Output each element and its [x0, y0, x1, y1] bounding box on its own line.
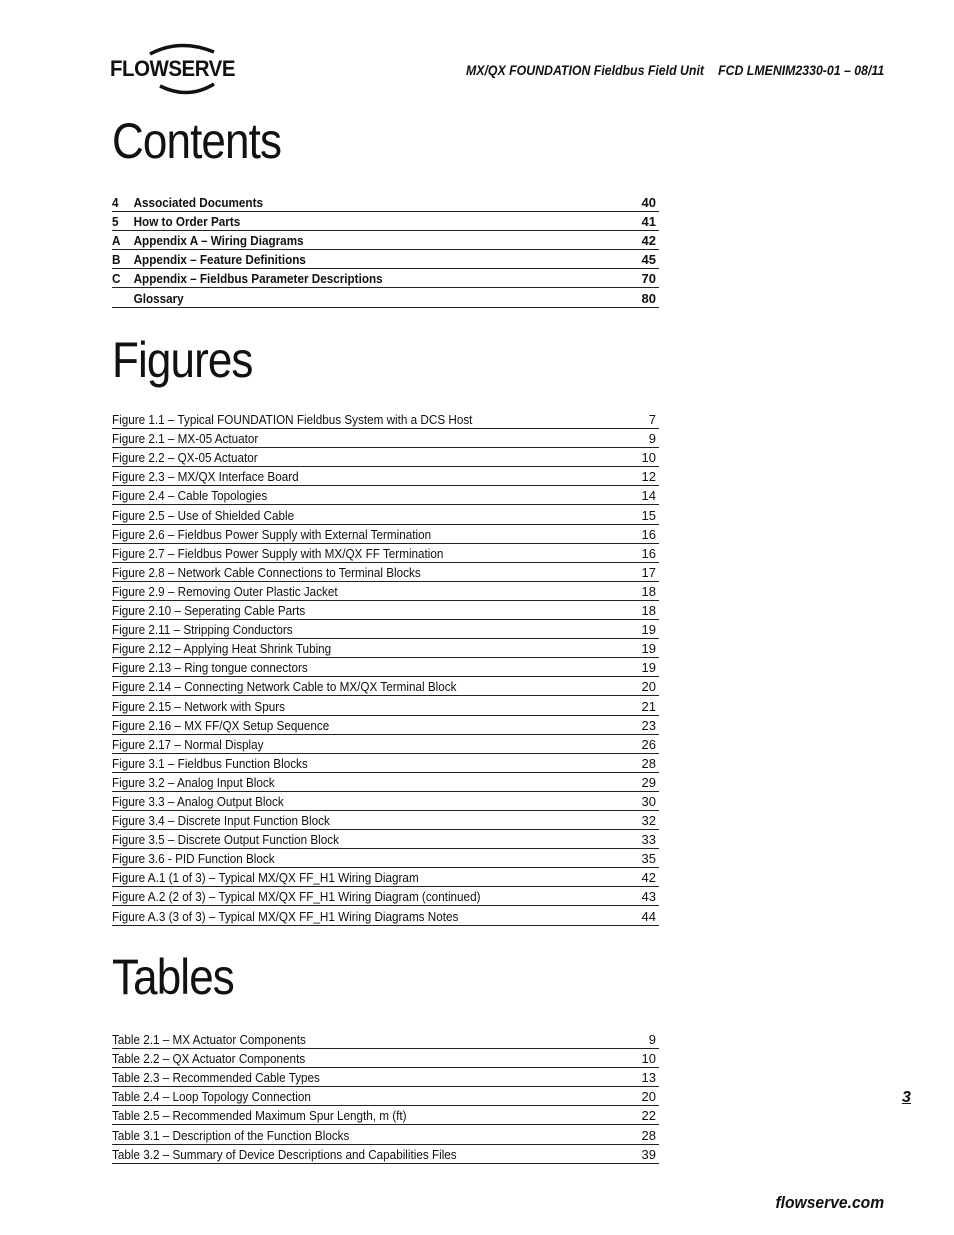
entry-label: Figure 2.2 – QX-05 Actuator	[112, 451, 258, 466]
entry-label: Figure 2.6 – Fieldbus Power Supply with External Termination	[112, 527, 432, 542]
entry-label: Table 2.5 – Recommended Maximum Spur Length, m (ft)	[112, 1109, 407, 1124]
entry-page-number: 18	[641, 603, 656, 619]
entry-label	[112, 253, 568, 267]
entry-page-number: 40	[641, 195, 656, 211]
entry-label: Figure 3.1 – Fieldbus Function Blocks	[112, 756, 308, 771]
entry-page-number: 20	[641, 679, 656, 695]
entry-page-number: 29	[641, 774, 656, 790]
entry-page-number: 16	[641, 526, 656, 542]
contents-entry[interactable]	[112, 250, 659, 269]
figures-entry[interactable]	[112, 887, 659, 906]
entry-page-number: 39	[641, 1146, 656, 1162]
entry-label: Table 3.1 – Description of the Function Blocks	[112, 1128, 350, 1143]
contents-entry[interactable]	[112, 288, 659, 307]
figures-entry[interactable]	[112, 773, 659, 792]
entry-label: Figure 2.8 – Network Cable Connections to Terminal Blocks	[112, 565, 421, 580]
figures-entry[interactable]	[112, 811, 659, 830]
figures-entry[interactable]	[112, 429, 659, 448]
entry-label	[112, 272, 568, 286]
entry-label: Figure 2.14 – Connecting Network Cable to MX/QX Terminal Block	[112, 680, 457, 695]
contents-entry[interactable]	[112, 231, 659, 250]
figures-entry[interactable]	[112, 544, 659, 563]
entry-page-number: 21	[641, 698, 656, 714]
tables-entry[interactable]	[112, 1049, 659, 1068]
entry-label: Figure 3.2 – Analog Input Block	[112, 775, 275, 790]
figures-entry[interactable]	[112, 906, 659, 925]
entry-label	[112, 215, 568, 229]
footer-url[interactable]: flowserve.com	[775, 1193, 884, 1212]
entry-label: Table 2.2 – QX Actuator Components	[112, 1052, 306, 1067]
entry-page-number: 28	[641, 755, 656, 771]
entry-number: 4	[112, 196, 119, 211]
tables-entry[interactable]	[112, 1030, 659, 1049]
entry-label: Figure 2.1 – MX-05 Actuator	[112, 432, 259, 447]
figures-entry[interactable]	[112, 868, 659, 887]
entry-label: Figure A.1 (1 of 3) – Typical MX/QX FF_H1 Wiring Diagram	[112, 871, 419, 886]
document-title: MX/QX FOUNDATION Fieldbus Field Unit	[465, 62, 704, 78]
tables-entry[interactable]	[112, 1125, 659, 1144]
entry-label: Figure A.3 (3 of 3) – Typical MX/QX FF_H1 Wiring Diagrams Notes	[112, 909, 459, 924]
entry-label: Figure 2.10 – Seperating Cable Parts	[112, 604, 306, 619]
entry-title: Appendix – Fieldbus Parameter Descriptions	[133, 272, 383, 287]
contents-entry[interactable]	[112, 193, 659, 212]
entry-page-number: 23	[641, 717, 656, 733]
entry-page-number: 32	[641, 813, 656, 829]
entry-page-number: 17	[641, 564, 656, 580]
entry-page-number: 41	[641, 214, 656, 230]
figures-entry[interactable]	[112, 792, 659, 811]
entry-label: Figure 3.4 – Discrete Input Function Block	[112, 814, 330, 829]
entry-label	[112, 292, 568, 306]
entry-page-number: 43	[641, 889, 656, 905]
figures-entry[interactable]	[112, 601, 659, 620]
figures-entry[interactable]	[112, 582, 659, 601]
contents-list	[112, 193, 659, 308]
entry-title: Associated Documents	[133, 196, 263, 211]
contents-heading: Contents	[112, 113, 282, 169]
document-header	[466, 62, 884, 78]
entry-page-number: 10	[641, 450, 656, 466]
figures-entry[interactable]	[112, 525, 659, 544]
entry-page-number: 19	[641, 622, 656, 638]
entry-label: Figure 2.13 – Ring tongue connectors	[112, 661, 308, 676]
entry-number: 5	[112, 215, 119, 230]
entry-label: Figure 2.4 – Cable Topologies	[112, 489, 268, 504]
entry-page-number: 13	[641, 1070, 656, 1086]
entry-label: Figure 1.1 – Typical FOUNDATION Fieldbus System with a DCS Host	[112, 413, 473, 428]
entry-label: Figure 3.6 - PID Function Block	[112, 852, 275, 867]
contents-entry[interactable]	[112, 212, 659, 231]
entry-page-number: 30	[641, 793, 656, 809]
entry-label: Figure 3.5 – Discrete Output Function Block	[112, 833, 339, 848]
figures-entry[interactable]	[112, 486, 659, 505]
figures-heading: Figures	[112, 332, 253, 388]
entry-label: Table 2.3 – Recommended Cable Types	[112, 1071, 320, 1086]
figures-list	[112, 410, 659, 926]
entry-label: Figure 2.16 – MX FF/QX Setup Sequence	[112, 718, 330, 733]
entry-page-number: 15	[641, 507, 656, 523]
entry-page-number: 80	[641, 290, 656, 306]
entry-page-number: 19	[641, 660, 656, 676]
entry-page-number: 14	[641, 488, 656, 504]
figures-entry[interactable]	[112, 448, 659, 467]
entry-label: Figure 2.17 – Normal Display	[112, 737, 264, 752]
entry-label	[112, 196, 568, 210]
entry-page-number: 70	[641, 271, 656, 287]
tables-list	[112, 1030, 659, 1164]
figures-entry[interactable]	[112, 716, 659, 735]
figures-entry[interactable]	[112, 677, 659, 696]
document-code: FCD LMENIM2330-01 – 08/11	[717, 62, 884, 78]
entry-label: Figure 2.11 – Stripping Conductors	[112, 623, 293, 638]
figures-entry[interactable]	[112, 658, 659, 677]
entry-page-number: 44	[641, 908, 656, 924]
entry-label: Figure 2.3 – MX/QX Interface Board	[112, 470, 299, 485]
entry-page-number: 20	[641, 1089, 656, 1105]
entry-page-number: 26	[641, 736, 656, 752]
entry-label	[112, 234, 568, 248]
figures-entry[interactable]	[112, 735, 659, 754]
entry-page-number: 9	[648, 431, 656, 447]
entry-label: Table 3.2 – Summary of Device Descriptions and Capabilities Files	[112, 1147, 457, 1162]
entry-page-number: 10	[641, 1051, 656, 1067]
entry-title: How to Order Parts	[133, 215, 241, 230]
contents-entry[interactable]	[112, 269, 659, 288]
figures-entry[interactable]	[112, 696, 659, 715]
entry-page-number: 22	[641, 1108, 656, 1124]
tables-entry[interactable]	[112, 1087, 659, 1106]
entry-label: Figure 2.5 – Use of Shielded Cable	[112, 508, 295, 523]
entry-page-number: 45	[641, 252, 656, 268]
entry-page-number: 19	[641, 641, 656, 657]
entry-page-number: 35	[641, 851, 656, 867]
tables-heading: Tables	[112, 949, 234, 1005]
figures-entry[interactable]	[112, 410, 659, 429]
entry-page-number: 16	[641, 545, 656, 561]
entry-label: Table 2.4 – Loop Topology Connection	[112, 1090, 311, 1105]
tables-entry[interactable]	[112, 1106, 659, 1125]
figures-entry[interactable]	[112, 467, 659, 486]
entry-page-number: 42	[641, 233, 656, 249]
figures-entry[interactable]	[112, 830, 659, 849]
flowserve-logo	[110, 42, 250, 96]
figures-entry[interactable]	[112, 563, 659, 582]
entry-label: Table 2.1 – MX Actuator Components	[112, 1033, 306, 1048]
entry-page-number: 12	[641, 469, 656, 485]
entry-number: C	[112, 272, 121, 287]
entry-page-number: 42	[641, 870, 656, 886]
entry-number: A	[112, 234, 121, 249]
figures-entry[interactable]	[112, 849, 659, 868]
entry-page-number: 7	[648, 412, 656, 428]
entry-page-number: 9	[648, 1032, 656, 1048]
entry-page-number: 33	[641, 832, 656, 848]
entry-page-number: 28	[641, 1127, 656, 1143]
figures-entry[interactable]	[112, 754, 659, 773]
entry-title: Glossary	[133, 291, 184, 306]
figures-entry[interactable]	[112, 620, 659, 639]
tables-entry[interactable]	[112, 1145, 659, 1164]
entry-label: Figure A.2 (2 of 3) – Typical MX/QX FF_H1 Wiring Diagram (continued)	[112, 890, 481, 905]
entry-label: Figure 2.7 – Fieldbus Power Supply with MX/QX FF Termination	[112, 546, 444, 561]
entry-label: Figure 2.12 – Applying Heat Shrink Tubing	[112, 642, 332, 657]
tables-entry[interactable]	[112, 1068, 659, 1087]
entry-label: Figure 3.3 – Analog Output Block	[112, 794, 284, 809]
figures-entry[interactable]	[112, 639, 659, 658]
brand-name: FLOWSERVE	[110, 56, 236, 81]
entry-title: Appendix – Feature Definitions	[133, 253, 306, 268]
entry-page-number: 18	[641, 583, 656, 599]
entry-number: B	[112, 253, 121, 268]
figures-entry[interactable]	[112, 505, 659, 524]
page-number: 3	[902, 1089, 911, 1106]
entry-title: Appendix A – Wiring Diagrams	[133, 234, 304, 249]
entry-label: Figure 2.15 – Network with Spurs	[112, 699, 285, 714]
entry-label: Figure 2.9 – Removing Outer Plastic Jacket	[112, 584, 338, 599]
